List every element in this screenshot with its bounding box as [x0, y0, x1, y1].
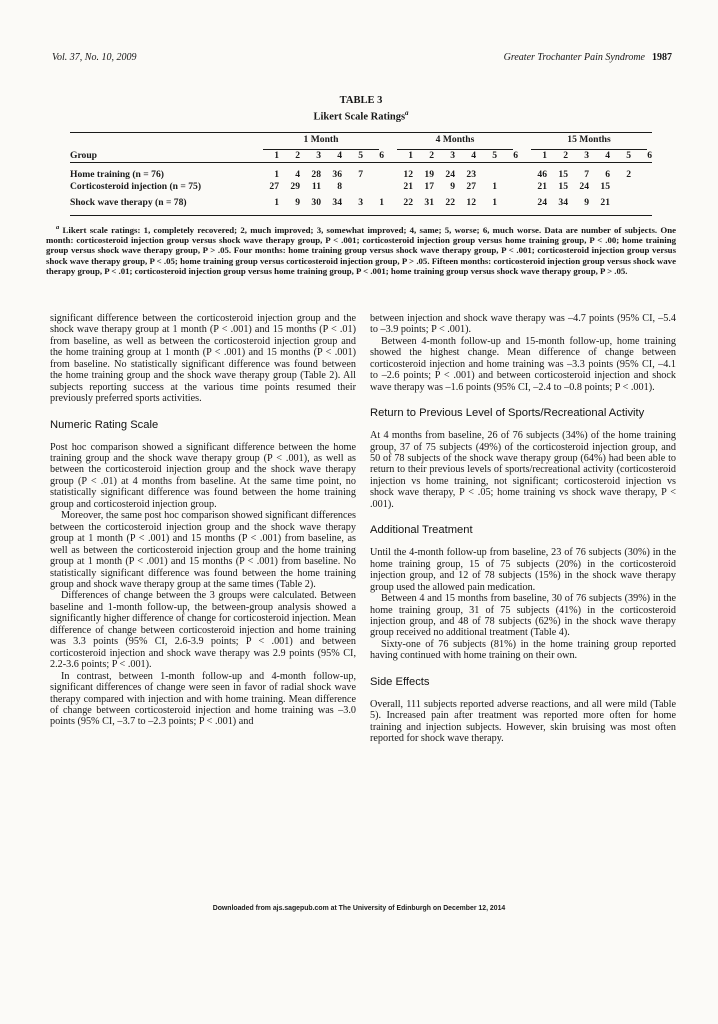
- cell: 1: [363, 193, 384, 216]
- table-footnote-marker: a: [405, 109, 409, 117]
- row-label: Home training (n = 76): [70, 168, 164, 180]
- cell: [363, 162, 384, 181]
- group-gap: [518, 181, 526, 193]
- group-gap: [518, 132, 526, 150]
- rating-col-header: 1: [258, 150, 279, 163]
- running-title-text: Greater Trochanter Pain Syndrome: [503, 52, 645, 63]
- cell: [497, 193, 518, 216]
- cell: 12: [403, 168, 413, 180]
- body-paragraph: between injection and shock wave therapy was –4.7 points (95% CI, –5.4 to –3.9 points; P < .001).: [370, 312, 676, 336]
- rating-col-header: 3: [300, 150, 321, 163]
- group-gap: [384, 193, 392, 216]
- group-gap: [384, 150, 392, 163]
- right-column: [370, 313, 676, 745]
- body-paragraph: Differences of change between the 3 groups were calculated. Between baseline and 1-month follow-up, the between-group analysis showed a significantly higher difference of change for corticosteroid injection. Mean difference of change between corticosteroid injection and home training was 3.3 points (95% CI, 2.6-3.9 points; P < .001) and between corticosteroid injection and shock wave therapy was 2.9 points (95% CI, 2.2-3.6 points; P < .001).: [50, 590, 356, 671]
- body-paragraph: Between 4-month follow-up and 15-month follow-up, home training showed the highest change. Mean difference of change between corticosteroid injection and home training was –3.3 points (95% CI, –4.1 to –2.6 points; P < .001) and between corticosteroid injection and shock wave therapy was –1.6 points (95% CI, –2.4 to –0.8 points; P < .001).: [370, 335, 676, 393]
- table-title: TABLE 3: [339, 95, 383, 106]
- table-row: [70, 181, 652, 193]
- footnote-marker: a: [56, 223, 60, 231]
- body-paragraph: Moreover, the same post hoc comparison showed significant differences between the corticosteroid injection group and the shock wave therapy group at 1 month (P < .001) and 15 months (P < .001) from baseline, as well as between the corticosteroid injection group and the home training group at 1 month (P < .001) and 15 months (P < .001) from baseline. No statistically significant difference was found between the home training group and shock wave therapy group at the same times (Table 2).: [50, 510, 356, 590]
- cell: 24: [526, 193, 547, 216]
- cell: 21: [537, 180, 547, 192]
- rating-col-header: 5: [610, 150, 631, 163]
- cell: [476, 162, 497, 181]
- cell: 1: [258, 193, 279, 216]
- cell: 1: [476, 193, 497, 216]
- cell: [610, 181, 631, 193]
- table-footnote: $^a$ Likert scale ratings: 1, completely recovered; 2, much improved; 3, somewhat improved; 4, same; 5, worse; 6, much worse. Data are number of subjects. One month: corticosteroid injection group versus shock wave therapy group, P < .001; corticosteroid injection group versus home training group, P < .00; home training group versus shock wave therapy group, P > .05. Four months: home training group versus shock wave therapy group, P < .001; corticosteroid injection group versus shock wave therapy group, P < .05; home training group versus corticosteroid injection group, P > .05. Fifteen months: corticosteroid injection group versus shock wave therapy group, P < .01; corticosteroid injection group versus home training group, P < .001; home training group versus shock wave therapy group, P > .05.: [46, 223, 677, 277]
- likert-scale-table: [70, 132, 652, 216]
- cell: [631, 181, 652, 193]
- cell: 12: [455, 193, 476, 216]
- cell: 2: [626, 168, 631, 180]
- cell: 22: [434, 193, 455, 216]
- rating-col-header: 2: [547, 150, 568, 163]
- cell: 21: [589, 193, 610, 216]
- cell: 9: [279, 193, 300, 216]
- cell: [363, 181, 384, 193]
- cell: [497, 181, 518, 193]
- cell: 17: [424, 180, 434, 192]
- rating-col-header: 6: [363, 150, 384, 163]
- running-title: [504, 52, 672, 63]
- cell: 11: [311, 180, 321, 192]
- group-gap: [518, 162, 526, 181]
- section-heading-return-to-sports: Return to Previous Level of Sports/Recreational Activity: [370, 407, 645, 420]
- rating-col-header: 3: [568, 150, 589, 163]
- running-head: [0, 0, 718, 63]
- cell: 36: [332, 168, 342, 180]
- cell: 6: [605, 168, 610, 180]
- cell: 15: [558, 168, 568, 180]
- column-group-15-months: 15 Months: [531, 133, 647, 150]
- cell: 27: [269, 180, 279, 192]
- cell: 29: [290, 180, 300, 192]
- rating-col-header: 1: [392, 150, 413, 163]
- group-gap: [518, 150, 526, 163]
- cell: 34: [321, 193, 342, 216]
- cell: 3: [342, 193, 363, 216]
- row-label: Corticosteroid injection (n = 75): [70, 180, 202, 192]
- cell: 46: [537, 168, 547, 180]
- group-column-header: Group: [70, 150, 258, 163]
- rating-col-header: 5: [476, 150, 497, 163]
- cell: 24: [445, 168, 455, 180]
- cell: 22: [392, 193, 413, 216]
- body-paragraph: Between 4 and 15 months from baseline, 30 of 76 subjects (39%) in the home training group, 31 of 75 subjects (41%) in the corticosteroid injection group, and 48 of 78 subjects (62%) in the shock wave therapy group received no additional treatment (Table 4).: [370, 593, 676, 639]
- cell: 31: [413, 193, 434, 216]
- body-paragraph: Sixty-one of 76 subjects (81%) in the home training group reported having continued with home training on their own.: [370, 638, 676, 662]
- table-subtitle: Likert Scale Ratings$^a$: [313, 109, 409, 123]
- cell: 19: [424, 168, 434, 180]
- group-gap: [384, 162, 392, 181]
- cell: 1: [492, 180, 497, 192]
- rating-col-header: 3: [434, 150, 455, 163]
- column-group-1-month: 1 Month: [263, 133, 379, 150]
- page-number: 1987: [652, 52, 672, 63]
- rating-col-header: 6: [497, 150, 518, 163]
- rating-col-header: 2: [413, 150, 434, 163]
- cell: 27: [466, 180, 476, 192]
- group-gap: [518, 193, 526, 216]
- rating-col-header: 4: [589, 150, 610, 163]
- cell: 28: [311, 168, 321, 180]
- cell: 7: [358, 168, 363, 180]
- cell: 8: [337, 180, 342, 192]
- cell: 15: [600, 180, 610, 192]
- cell: [342, 181, 363, 193]
- download-attribution: Downloaded from ajs.sagepub.com at The University of Edinburgh on December 12, 2014: [212, 905, 506, 912]
- journal-volume-info: Vol. 37, No. 10, 2009: [52, 52, 137, 63]
- cell: 1: [274, 168, 279, 180]
- section-heading-additional-treatment: Additional Treatment: [370, 524, 473, 537]
- article-body: [50, 313, 676, 745]
- column-group-4-months: 4 Months: [397, 133, 513, 150]
- rating-col-header: 1: [526, 150, 547, 163]
- body-paragraph: significant difference between the corticosteroid injection group and the shock wave therapy group at 1 month (P < .001) and 15 months (P < .01) from baseline, as well as between the corticosteroid injection group and the home training group at 1 month (P < .001) and 15 months (P < .001) from baseline. No statistically significant difference was found between the home training group and the shock wave therapy group (Table 2). All subjects reporting success at the various time points resumed their previously preferred sports activities.: [50, 312, 356, 405]
- cell: 9: [450, 180, 455, 192]
- rating-col-header: 5: [342, 150, 363, 163]
- cell: 9: [568, 193, 589, 216]
- rating-col-header: 4: [455, 150, 476, 163]
- cell: 30: [300, 193, 321, 216]
- cell: 24: [579, 180, 589, 192]
- rating-col-header: 4: [321, 150, 342, 163]
- cell: 23: [466, 168, 476, 180]
- cell: 34: [547, 193, 568, 216]
- cell: [631, 193, 652, 216]
- table-row: [70, 162, 652, 181]
- rating-col-header: 2: [279, 150, 300, 163]
- body-paragraph: Until the 4-month follow-up from baseline, 23 of 76 subjects (30%) in the home training group, 15 of 75 subjects (20%) in the corticosteroid injection group, and 12 of 78 subjects (15%) in the shock wave therapy group used the allowed pain medication.: [370, 547, 676, 593]
- cell: 21: [403, 180, 413, 192]
- body-paragraph: In contrast, between 1-month follow-up and 4-month follow-up, significant differences of change were seen in favor of radial shock wave therapy compared with injection and with home training. Mean difference of change between corticosteroid injection and home training was –3.0 points (95% CI, –3.7 to –2.3 points; P < .001) and: [50, 670, 356, 728]
- cell: [610, 193, 631, 216]
- cell: [631, 162, 652, 181]
- body-paragraph: Overall, 111 subjects reported adverse reactions, and all were mild (Table 5). Increased pain after treatment was reported more often for home training and injection subjects. However, skin bruising was most often reported for shock wave therapy.: [370, 698, 676, 745]
- table-corner-cell: [70, 132, 258, 150]
- section-heading-side-effects: Side Effects: [370, 675, 430, 688]
- cell: 4: [295, 168, 300, 180]
- section-heading-numeric-rating-scale: Numeric Rating Scale: [50, 418, 159, 431]
- group-gap: [384, 181, 392, 193]
- rating-col-header: 6: [631, 150, 652, 163]
- left-column: [50, 313, 356, 745]
- row-label: Shock wave therapy (n = 78): [70, 193, 258, 216]
- body-paragraph: Post hoc comparison showed a significant difference between the home training group and the shock wave therapy group (P < .001), as well as between the corticosteroid injection group and the shock wave therapy group (P < .01) at 4 months from baseline. At the same time point, no statistically significant difference was found between the home training group and corticosteroid injection group.: [50, 441, 356, 510]
- body-paragraph: At 4 months from baseline, 26 of 76 subjects (34%) of the home training group, 37 of 75 subjects (49%) of the corticosteroid injection group, and 50 of 78 subjects of the shock wave therapy group (64%) had been able to return to their previous levels of sports/recreational activity (corticosteroid injection vs home training, not significant; corticosteroid injection vs shock wave therapy, P < .05; home training vs shock wave therapy, P < .001).: [370, 430, 676, 510]
- cell: [497, 162, 518, 181]
- cell: 7: [584, 168, 589, 180]
- group-gap: [384, 132, 392, 150]
- table-row: [70, 193, 652, 216]
- cell: 15: [558, 180, 568, 192]
- table-3-block: [44, 95, 678, 277]
